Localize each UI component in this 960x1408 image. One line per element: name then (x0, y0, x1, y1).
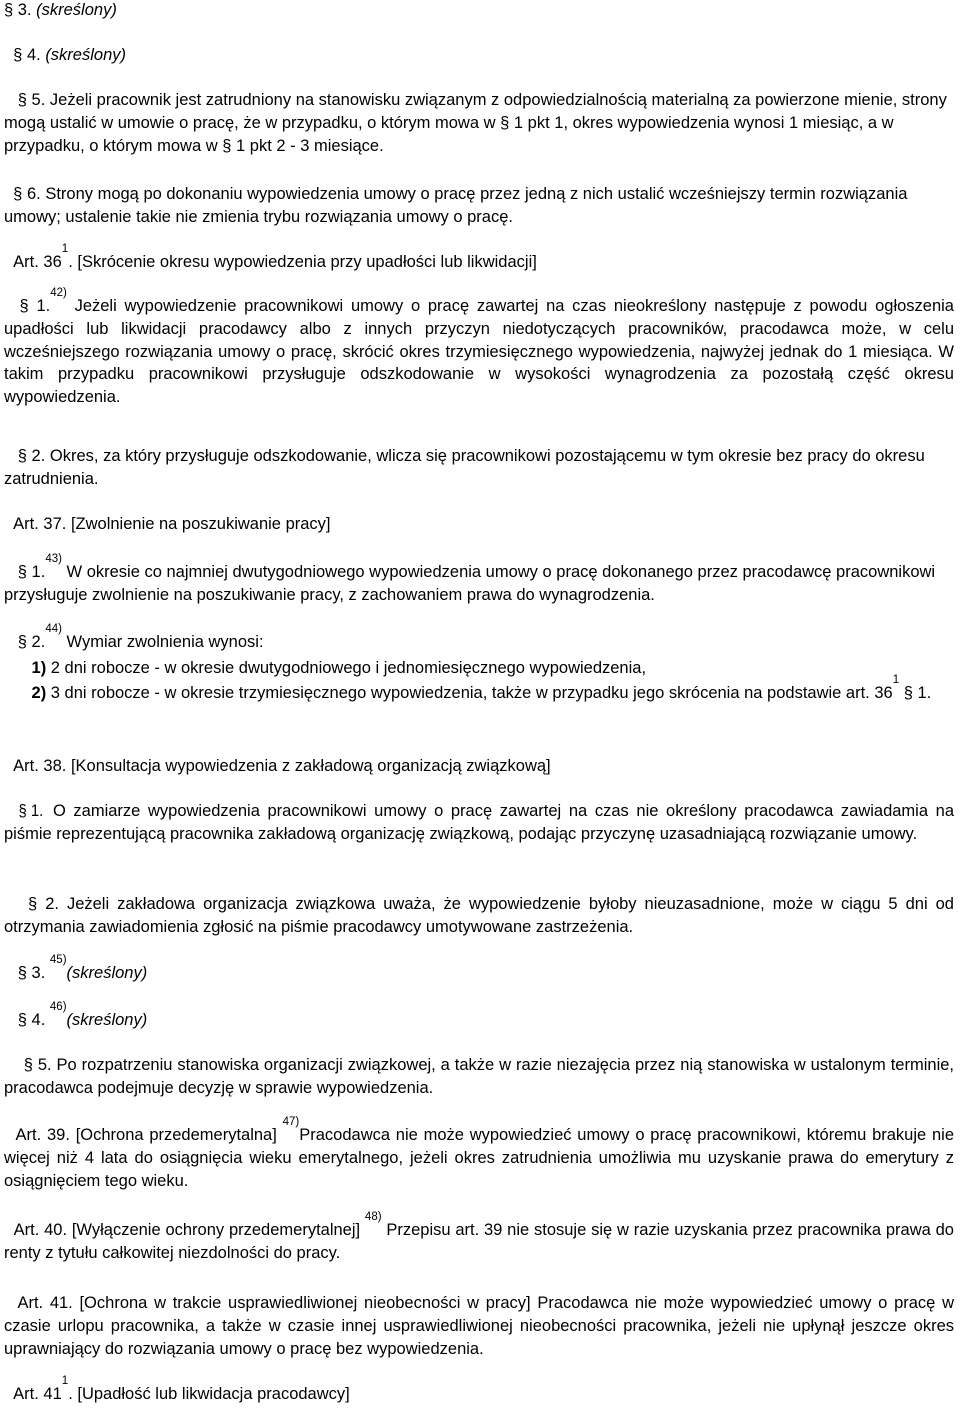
article-41 (4, 1292, 954, 1360)
paragraph-38-2 (4, 893, 954, 939)
paragraph-text: (skreślony) (36, 1, 117, 19)
article-heading-36-1 (4, 243, 954, 274)
paragraph-37-2 (4, 623, 954, 654)
article-title: . [Upadłość lub likwidacja pracodawcy] (68, 1385, 350, 1403)
paragraph-text: Strony mogą po dokonaniu wypowiedzenia umowy o pracę przez jedną z nich ustalić wcześniejszy termin rozwiązania umowy; ustalenie takie nie zmienia trybu rozwiązania umowy o pracę. (4, 185, 908, 226)
paragraph-38-1 (4, 800, 954, 846)
section-sign: § (4, 1, 14, 19)
paragraph-number: 5. (31, 91, 46, 109)
superscript: 1 (892, 674, 900, 686)
article-title: Art. 39. [Ochrona przedemerytalna] (15, 1126, 277, 1144)
paragraph-text: Jeżeli pracownik jest zatrudniony na stanowisku związanym z odpowiedzialnością materialną za powierzone mienie, strony mogą ustalić w umowie o pracę, że w przypadku, o którym mowa w (4, 91, 947, 132)
article-heading-41-1 (4, 1375, 954, 1406)
list-item-text: 3 dni robocze - w okresie trzymiesięcznego wypowiedzenia, także w przypadku jego skrócenia na podstawie art. 36 (50, 684, 893, 702)
paragraph-text: Jeżeli zakładowa organizacja związkowa uważa, że wypowiedzenie byłoby nieuzasadnione, może w ciągu 5 dni od otrzymania zawiadomienia zgłosić na piśmie pracodawcy umotywowane zastrzeżenia. (4, 895, 954, 936)
paragraph-38-3 (4, 954, 954, 985)
footnote-ref: 45) (49, 954, 67, 966)
paragraph-text: 1 pkt 1, okres wypowiedzenia wynosi 1 miesiąc, a w przypadku, o którym mowa w (4, 113, 894, 155)
section-sign: § (13, 46, 23, 64)
article-number: Art. 36 (13, 253, 62, 271)
paragraph-text: Okres, za który przysługuje odszkodowanie, wlicza się pracownikowi pozostającemu w tym okresie bez pracy do okresu zatrudnienia. (4, 447, 925, 488)
section-sign: § (28, 895, 38, 913)
article-number: Art. 41 (13, 1385, 62, 1403)
list-item-text: 1. (917, 684, 932, 702)
list-item-2 (4, 674, 954, 705)
paragraph-number: 1. (30, 802, 44, 820)
article-heading-37 (4, 513, 954, 536)
paragraph-number: 2. (31, 447, 46, 465)
footnote-ref: 42) (50, 287, 67, 299)
paragraph-number: 1. (36, 297, 51, 315)
section-sign: § (222, 136, 232, 155)
paragraph-5 (4, 89, 954, 157)
section-sign: § (500, 113, 510, 132)
paragraph-number: 1. (31, 563, 46, 581)
footnote-ref: 44) (45, 623, 62, 635)
section-sign: § (17, 633, 27, 651)
paragraph-37-1 (4, 553, 954, 607)
section-sign: § (17, 563, 27, 581)
section-sign: § (23, 1056, 33, 1074)
article-40 (4, 1211, 954, 1265)
article-text: Przepisu art. 39 nie stosuje się w razie uzyskania przez pracownika prawa do renty z tytułu całkowitej niezdolności do pracy. (4, 1221, 954, 1262)
article-title: Art. 37. [Zwolnienie na poszukiwanie pracy] (13, 515, 331, 533)
paragraph-text: Po rozpatrzeniu stanowiska organizacji związkowej, a także w razie niezajęcia przez nią stanowiska w ustalonym terminie, pracodawca podejmuje decyzję w sprawie wypowiedzenia. (4, 1056, 954, 1097)
list-item-number: 1) (31, 659, 47, 677)
paragraph-6 (4, 183, 954, 229)
paragraph-text: 1 pkt 2 - 3 miesiące. (236, 136, 384, 155)
superscript: 1 (61, 1375, 69, 1387)
paragraph-number: 3. (17, 1, 32, 19)
section-sign: § (17, 447, 27, 465)
footnote-ref: 47) (282, 1116, 300, 1128)
footnote-ref: 43) (45, 553, 62, 565)
section-sign: § (18, 802, 27, 820)
article-text: Pracodawca nie może wypowiedzieć umowy o pracę pracownikowi, któremu brakuje nie więcej niż 4 lata do osiągnięcia wieku emerytalnego, jeżeli okres zatrudnienia umożliwia mu uzyskanie prawa do emerytury z osiągnięciem tego wieku. (4, 1126, 954, 1190)
paragraph-38-4 (4, 1001, 954, 1032)
paragraph-36-1-1 (4, 287, 954, 409)
article-heading-38 (4, 755, 954, 778)
paragraph-number: 2. (31, 633, 46, 651)
section-sign: § (17, 91, 27, 109)
section-sign: § (17, 964, 27, 982)
superscript: 1 (61, 243, 69, 255)
section-sign: § (13, 185, 23, 203)
paragraph-number: 3. (31, 964, 46, 982)
paragraph-text: (skreślony) (66, 1011, 148, 1029)
paragraph-text: Jeżeli wypowiedzenie pracownikowi umowy o pracę zawartej na czas nieokreślony następuje z powodu ogłoszenia upadłości lub likwidacji pracodawcy albo z innych przyczyn niedotyczących pracowników, pracodawca może, w celu wcześniejszego rozwiązania umowy o pracę, skrócić okres trzymiesięcznego wypowiedzenia, najwyżej jednak do 1 miesiąca. W takim przypadku pracownikowi przysługuje odszkodowanie w wysokości wynagrodzenia za pozostałą część okresu wypowiedzenia. (4, 297, 954, 407)
paragraph-number: 2. (45, 895, 59, 913)
paragraph-36-1-2 (4, 445, 954, 491)
footnote-ref: 48) (364, 1211, 382, 1223)
paragraph-text: (skreślony) (66, 964, 148, 982)
paragraph-3 (4, 0, 954, 22)
paragraph-text: O zamiarze wypowiedzenia pracownikowi umowy o pracę zawartej na czas nie określony pracodawca zawiadamia na piśmie reprezentującą pracownika zakładową organizację związkową, podając przyczynę uzasadniającą rozwiązanie umowy. (4, 802, 954, 843)
section-sign: § (17, 1011, 27, 1029)
list-item-number: 2) (31, 684, 47, 702)
paragraph-text: W okresie co najmniej dwutygodniowego wypowiedzenia umowy o pracę dokonanego przez pracodawcę pracownikowi przysługuje zwolnienie na poszukiwanie pracy, z zachowaniem prawa do wynagrodzenia. (4, 563, 936, 604)
footnote-ref: 46) (49, 1001, 67, 1013)
list-item-text: 2 dni robocze - w okresie dwutygodniowego i jednomiesięcznego wypowiedzenia, (50, 659, 647, 677)
article-text: Pracodawca nie może wypowiedzieć umowy o pracę w czasie urlopu pracownika, a także w czasie innej usprawiedliwionej nieobecności pracownika, jeżeli nie upłynął jeszcze okres uprawniający do rozwiązania umowy o pracę bez wypowiedzenia. (4, 1294, 954, 1358)
article-title: Art. 38. [Konsultacja wypowiedzenia z zakładową organizacją związkową] (13, 757, 551, 775)
paragraph-38-5 (4, 1054, 954, 1100)
paragraph-text: Wymiar zwolnienia wynosi: (66, 633, 264, 651)
paragraph-number: 5. (37, 1056, 52, 1074)
section-sign: § (903, 684, 913, 702)
paragraph-number: 4. (31, 1011, 46, 1029)
article-title: . [Skrócenie okresu wypowiedzenia przy upadłości lub likwidacji] (68, 253, 537, 271)
article-title: Art. 41. [Ochrona w trakcie usprawiedliwionej nieobecności w pracy] (17, 1294, 531, 1312)
article-39 (4, 1116, 954, 1192)
paragraph-text: (skreślony) (45, 46, 126, 64)
section-sign: § (19, 297, 29, 315)
list-item-1 (4, 657, 954, 680)
paragraph-number: 4. (26, 46, 41, 64)
article-title: Art. 40. [Wyłączenie ochrony przedemerytalnej] (13, 1221, 361, 1239)
paragraph-4 (4, 44, 954, 67)
paragraph-number: 6. (26, 185, 41, 203)
